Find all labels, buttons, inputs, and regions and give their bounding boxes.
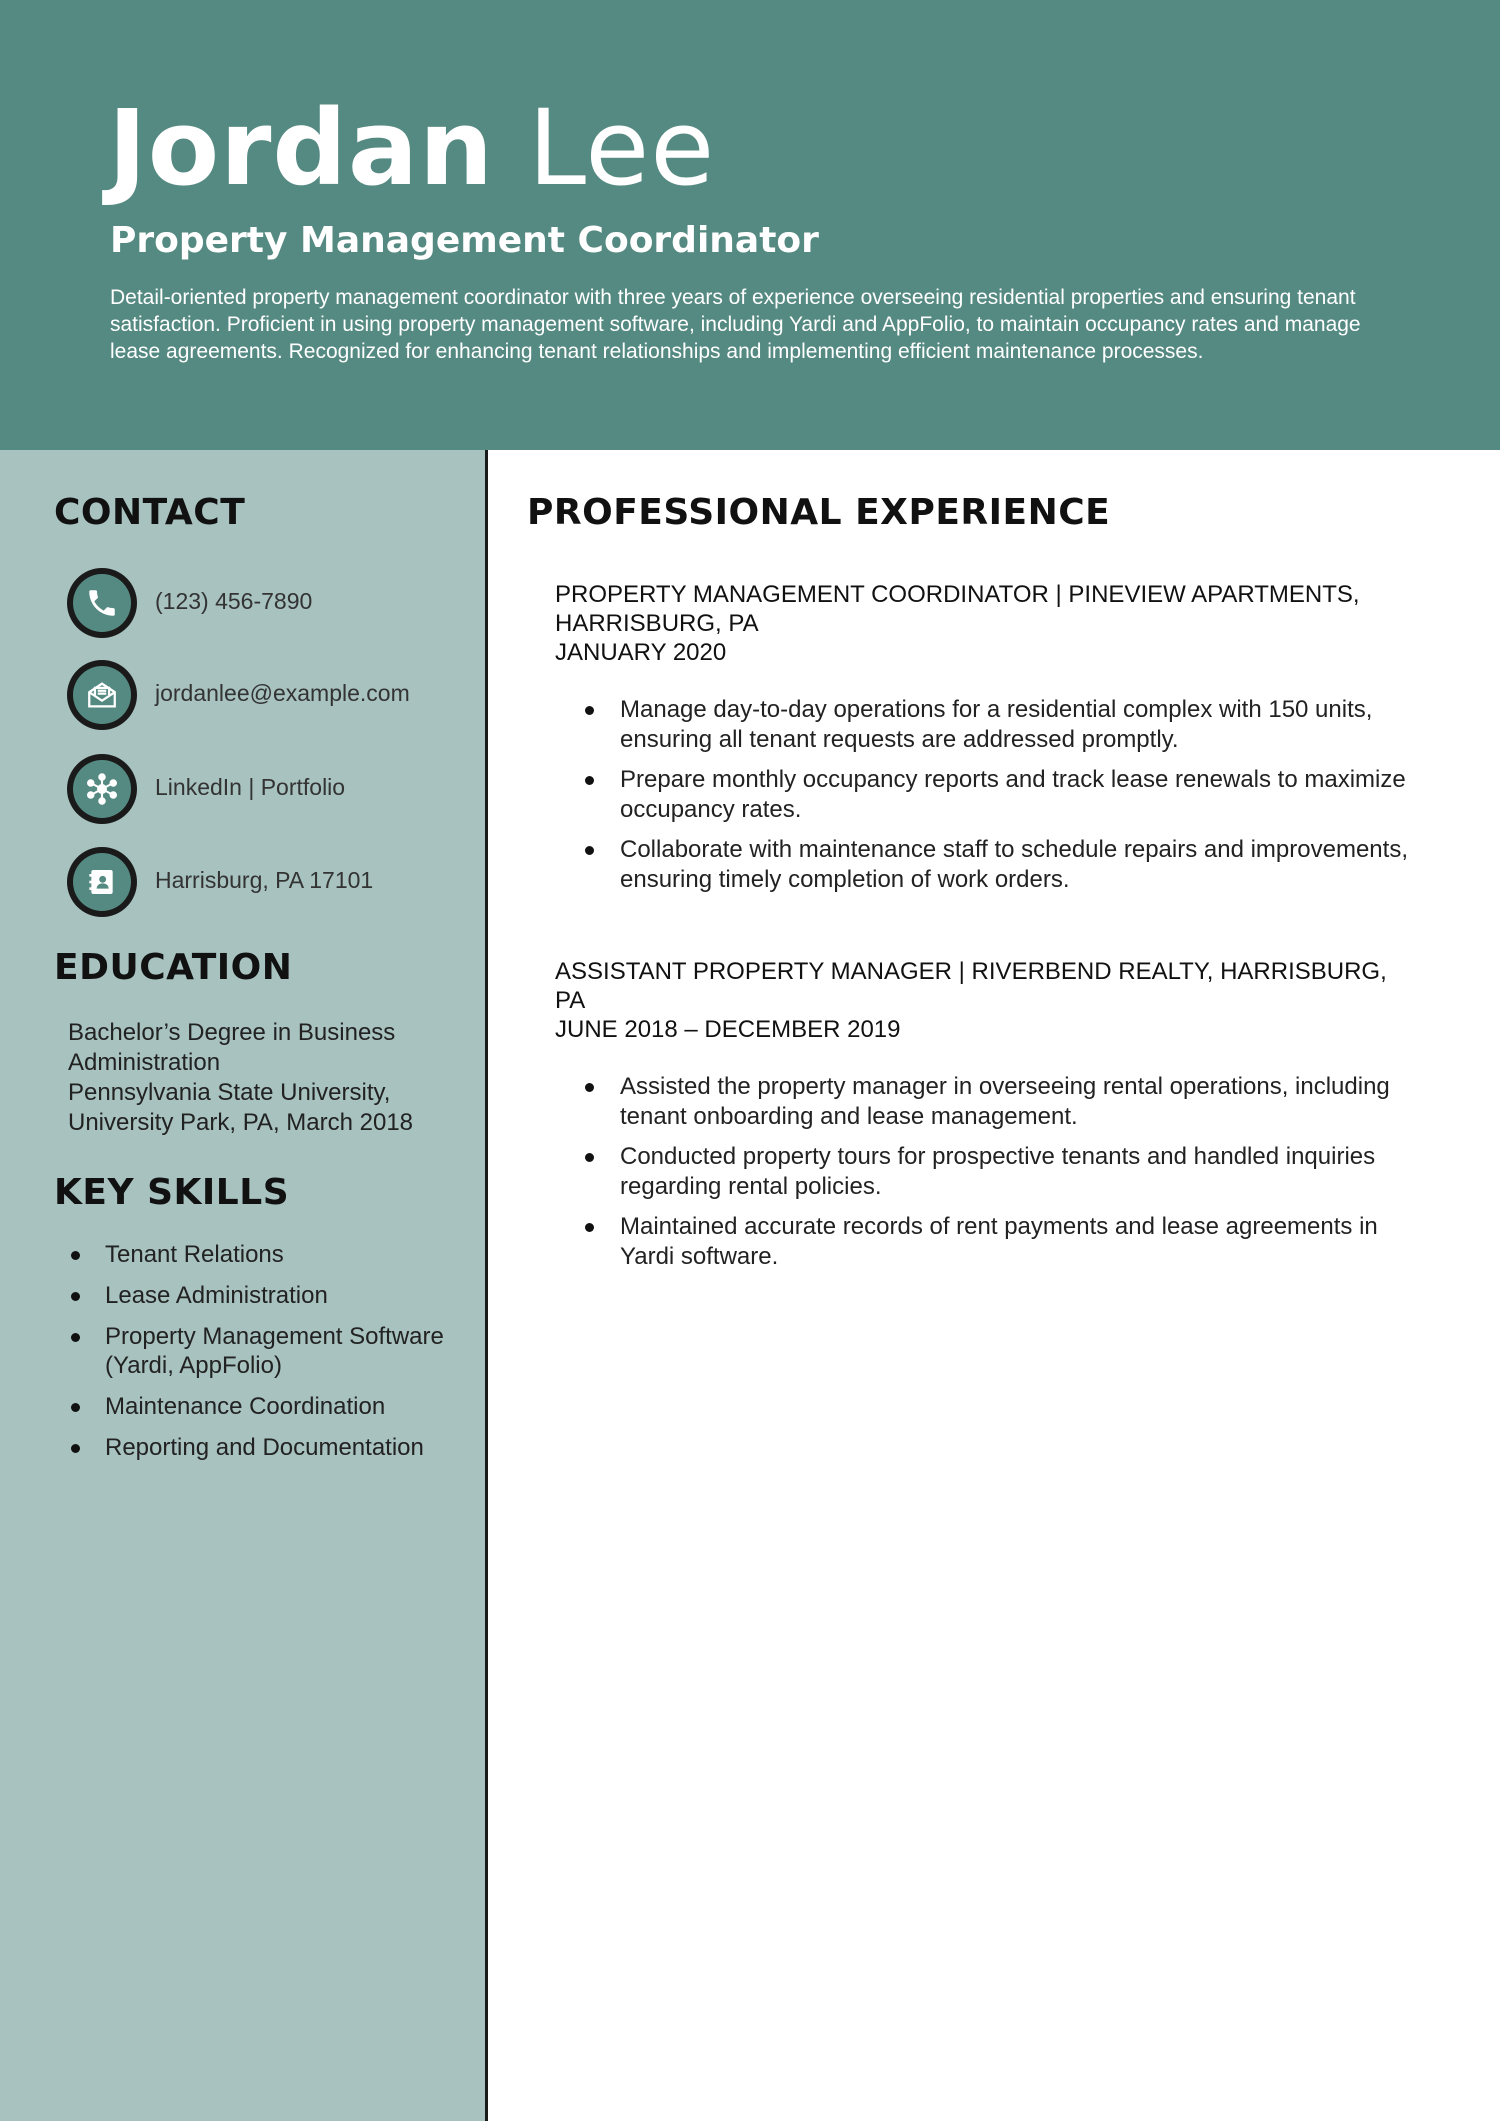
header-banner: [0, 0, 1500, 450]
list-item: Reporting and Documentation: [68, 1433, 478, 1462]
links-text[interactable]: LinkedIn | Portfolio: [155, 774, 346, 800]
education-entry: [68, 1018, 468, 1138]
list-item: Conducted property tours for prospective tenants and handled inquiries regarding rental policies.: [555, 1142, 1415, 1202]
experience-heading: PROFESSIONAL EXPERIENCE: [527, 492, 1111, 533]
profile-summary: Detail-oriented property management coordinator with three years of experience overseeing residential properties and ensuring tenant satisfaction. Proficient in using property management software, including Yardi and AppFolio, to maintain occupancy rates and manage lease agreements. Recognized for enhancing tenant relationships and implementing efficient maintenance processes.: [110, 286, 1361, 363]
list-item: Maintenance Coordination: [68, 1392, 478, 1421]
school: Pennsylvania State University, University Park, PA, March 2018: [68, 1079, 414, 1136]
contact-heading: CONTACT: [54, 492, 246, 533]
job-entry: [555, 957, 1415, 1282]
degree: Bachelor’s Degree in Business Administration: [68, 1019, 396, 1076]
education-heading: EDUCATION: [54, 947, 293, 988]
candidate-name: [108, 88, 715, 208]
phone-text[interactable]: (123) 456-7890: [155, 588, 313, 614]
skills-heading: KEY SKILLS: [54, 1172, 290, 1213]
list-item: Lease Administration: [68, 1281, 478, 1310]
list-item: Manage day-to-day operations for a residential complex with 150 units, ensuring all tenant requests are addressed promptly.: [555, 695, 1415, 755]
network-icon: [67, 754, 137, 824]
address-book-icon: [67, 847, 137, 917]
job-bullets: [555, 1072, 1415, 1272]
job-entry: [555, 580, 1415, 905]
job-bullets: [555, 695, 1415, 895]
contact-links: [67, 754, 477, 824]
list-item: Property Management Software (Yardi, AppFolio): [68, 1322, 478, 1380]
contact-phone: [67, 568, 477, 638]
job-title: Property Management Coordinator: [110, 220, 819, 261]
list-item: Collaborate with maintenance staff to schedule repairs and improvements, ensuring timely completion of work orders.: [555, 835, 1415, 895]
contact-address: [67, 847, 477, 917]
address-text: Harrisburg, PA 17101: [155, 867, 374, 893]
email-text[interactable]: jordanlee@example.com: [155, 680, 410, 706]
skills-list: [68, 1240, 478, 1474]
job-dates: JANUARY 2020: [555, 639, 727, 666]
job-title-line: PROPERTY MANAGEMENT COORDINATOR | PINEVIEW APARTMENTS, HARRISBURG, PA: [555, 581, 1360, 637]
phone-icon: [67, 568, 137, 638]
list-item: Maintained accurate records of rent payments and lease agreements in Yardi software.: [555, 1212, 1415, 1272]
list-item: Assisted the property manager in overseeing rental operations, including tenant onboarding and lease management.: [555, 1072, 1415, 1132]
mail-icon: [67, 660, 137, 730]
job-title-line: ASSISTANT PROPERTY MANAGER | RIVERBEND REALTY, HARRISBURG, PA: [555, 958, 1387, 1014]
last-name: Lee: [528, 87, 716, 209]
list-item: Prepare monthly occupancy reports and track lease renewals to maximize occupancy rates.: [555, 765, 1415, 825]
job-dates: JUNE 2018 – DECEMBER 2019: [555, 1016, 901, 1043]
first-name: Jordan: [108, 87, 495, 209]
list-item: Tenant Relations: [68, 1240, 478, 1269]
contact-email: [67, 660, 477, 730]
